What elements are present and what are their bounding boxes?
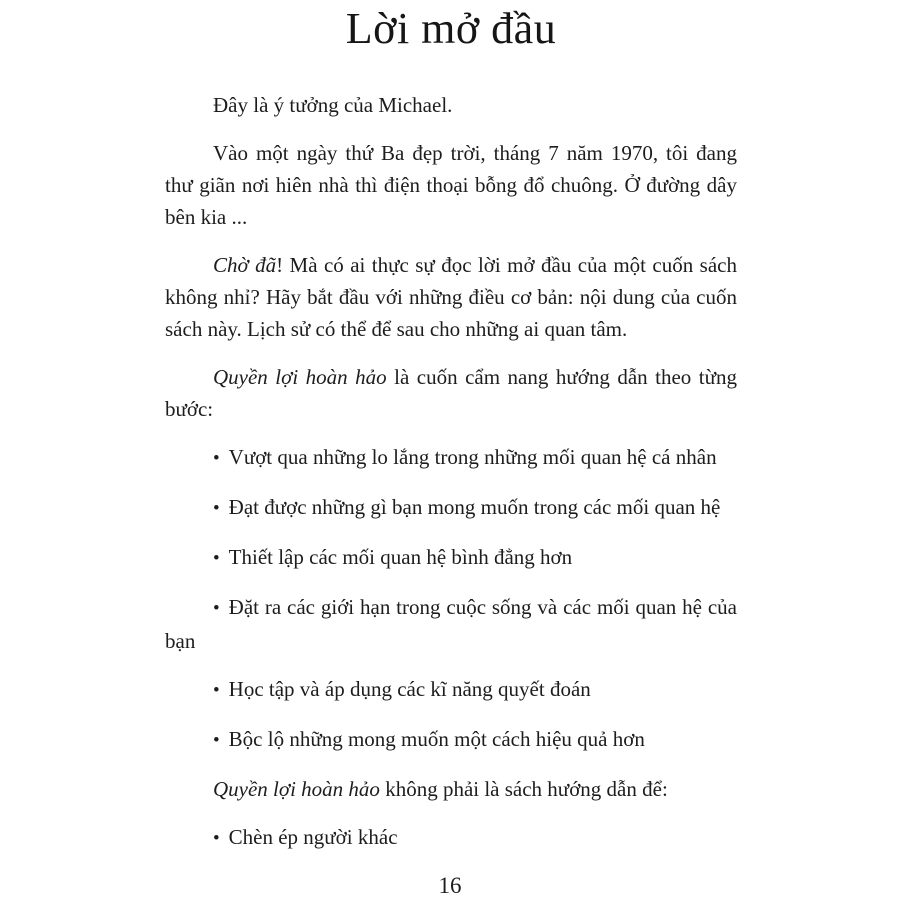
list-item-text: Học tập và áp dụng các kĩ năng quyết đoán — [228, 676, 591, 701]
paragraph-text: ! Mà có ai thực sự đọc lời mở đầu của một cuốn sách không nhỉ? Hãy bắt đầu với những điều cơ bản: nội dung của cuốn sách này. Lịch sử có thể để sau cho những ai quan tâm. — [165, 252, 737, 341]
chapter-title: Lời mở đầu — [345, 4, 557, 53]
bullet-marker: • — [213, 447, 220, 469]
paragraph-text: Vào một ngày thứ Ba đẹp trời, tháng 7 năm 1970, tôi đang thư giãn nơi hiên nhà thì điện thoại bỗng đổ chuông. Ở đường dây bên kia ... — [165, 140, 737, 229]
italic-phrase: Chờ đã — [213, 252, 277, 277]
list-item-text: Đặt ra các giới hạn trong cuộc sống và các mối quan hệ của bạn — [165, 594, 737, 653]
paragraph-intro — [165, 89, 737, 121]
italic-book-title: Quyền lợi hoàn hảo — [213, 776, 380, 801]
list-item — [165, 591, 737, 657]
list-item-text: Thiết lập các mối quan hệ bình đẳng hơn — [228, 544, 573, 569]
page-number: 16 — [438, 873, 462, 898]
bullet-marker: • — [213, 679, 220, 701]
bullet-marker: • — [213, 497, 220, 519]
bullet-marker: • — [213, 729, 220, 751]
list-item — [165, 821, 737, 855]
list-item — [165, 673, 737, 707]
list-item-text: Đạt được những gì bạn mong muốn trong các mối quan hệ — [228, 494, 721, 519]
list-item — [165, 541, 737, 575]
list-item — [165, 723, 737, 757]
paragraph-text: không phải là sách hướng dẫn để: — [379, 776, 668, 801]
list-item — [165, 491, 737, 525]
page-body — [165, 0, 737, 871]
paragraph-text: là cuốn cẩm nang hướng dẫn theo từng bước: — [165, 364, 738, 421]
paragraph-story — [165, 137, 737, 233]
bullet-marker: • — [213, 547, 220, 569]
list-item — [165, 441, 737, 475]
italic-book-title: Quyền lợi hoàn hảo — [213, 364, 387, 389]
paragraph-wait — [165, 249, 737, 345]
paragraph-not-guide-intro — [165, 773, 737, 805]
paragraph-text: Đây là ý tưởng của Michael. — [213, 92, 453, 117]
list-item-text: Bộc lộ những mong muốn một cách hiệu quả hơn — [228, 726, 645, 751]
list-item-text: Chèn ép người khác — [228, 824, 398, 849]
list-item-text: Vượt qua những lo lắng trong những mối quan hệ cá nhân — [228, 444, 717, 469]
paragraph-guide-intro — [165, 361, 737, 425]
bullet-marker: • — [213, 827, 220, 849]
bullet-marker: • — [213, 597, 220, 619]
